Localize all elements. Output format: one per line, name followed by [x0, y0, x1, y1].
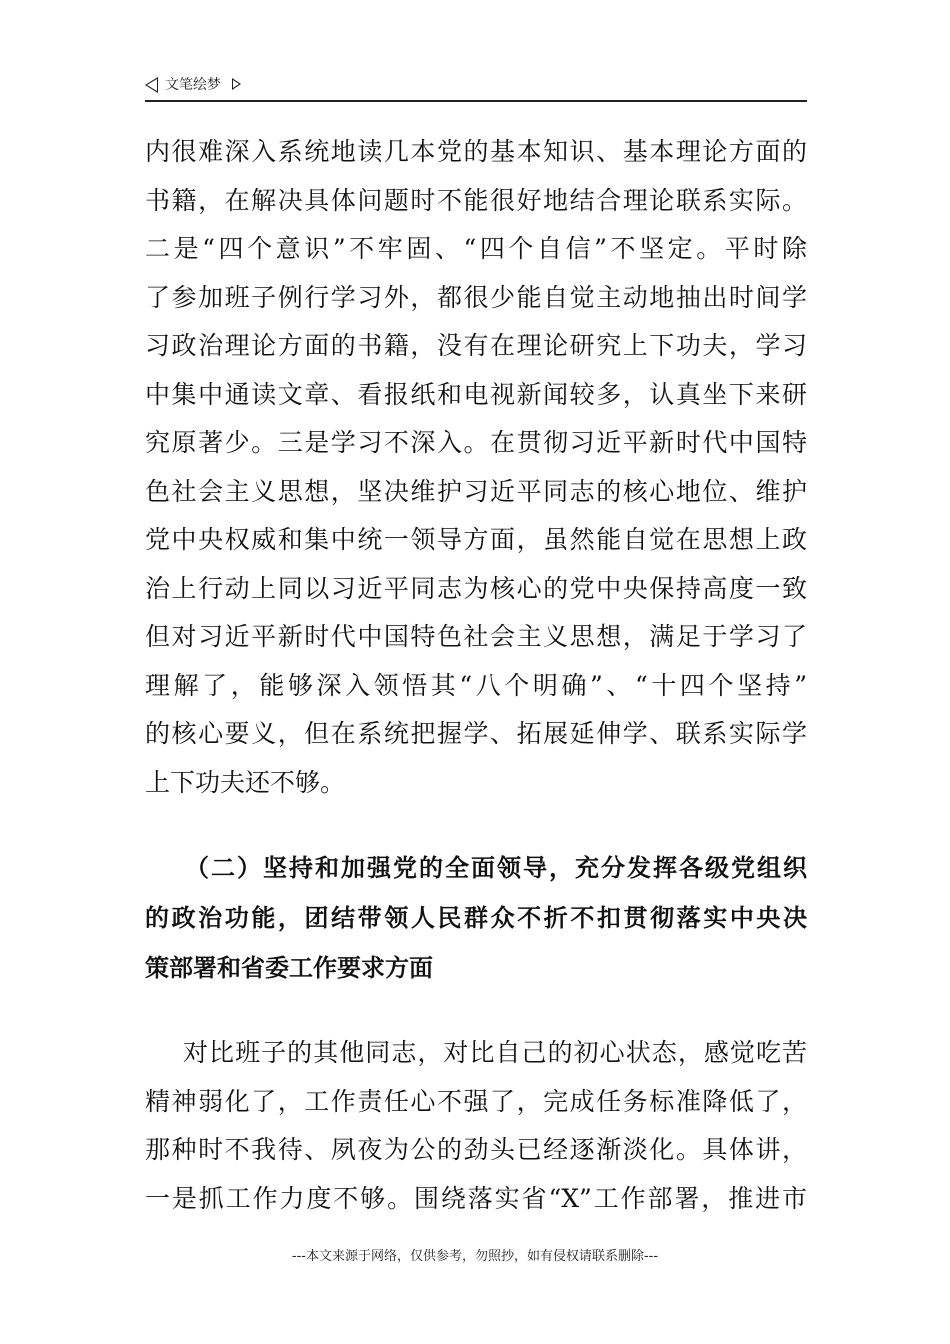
text-line: 那种时不我待、夙夜为公的劲头已经逐渐淡化。具体讲， — [145, 1135, 807, 1164]
text-line: 对比班子的其他同志，对比自己的初心状态，感觉吃苦 — [183, 1038, 807, 1067]
page-header — [145, 74, 807, 102]
text-line: 上下功夫还不够。 — [145, 767, 346, 797]
text-line: 究原著少。三是学习不深入。在贯彻习近平新时代中国特 — [145, 428, 807, 457]
text-line: 治上行动上同以习近平同志为核心的党中央保持高度一致 — [145, 573, 807, 603]
left-triangle-icon — [145, 77, 158, 93]
text-line: 习政治理论方面的书籍，没有在理论研究上下功夫，学习 — [145, 331, 807, 360]
text-line: 色社会主义思想，坚决维护习近平同志的核心地位、维护 — [145, 476, 807, 506]
paragraph-2 — [145, 1029, 807, 1223]
text-line: 党中央权威和集中统一领导方面，虽然能自觉在思想上政 — [145, 525, 807, 554]
text-line: 二是“四个意识”不牢固、“四个自信”不坚定。平时除 — [145, 234, 807, 263]
document-body — [145, 128, 807, 1223]
header-title: 文笔绘梦 — [165, 77, 221, 93]
heading-line: 策部署和省委工作要求方面 — [145, 954, 433, 982]
text-line: 内很难深入系统地读几本党的基本知识、基本理论方面的 — [145, 137, 807, 166]
text-line: 的核心要义，但在系统把握学、拓展延伸学、联系实际学 — [145, 719, 807, 748]
text-line: 了参加班子例行学习外，都很少能自觉主动地抽出时间学 — [145, 282, 807, 312]
text-line: 理解了，能够深入领悟其“八个明确”、“十四个坚持” — [145, 670, 807, 700]
text-line: 一是抓工作力度不够。围绕落实省“X”工作部署，推进市 — [145, 1183, 807, 1213]
text-line: 中集中通读文章、看报纸和电视新闻较多，认真坐下来研 — [145, 379, 807, 409]
heading-line: 的政治功能，团结带领人民群众不折不扣贯彻落实中央决 — [145, 904, 807, 932]
right-triangle-icon — [232, 78, 241, 90]
paragraph-1 — [145, 128, 807, 807]
footer-disclaimer: ---本文来源于网络，仅供参考，勿照抄，如有侵权请联系删除--- — [291, 1249, 659, 1264]
heading-line: （二）坚持和加强党的全面领导，充分发挥各级党组织 — [185, 854, 807, 882]
text-line: 书籍，在解决具体问题时不能很好地结合理论联系实际。 — [145, 185, 807, 215]
text-line: 但对习近平新时代中国特色社会主义思想，满足于学习了 — [145, 622, 807, 651]
text-line: 精神弱化了，工作责任心不强了，完成任务标准降低了， — [145, 1086, 807, 1116]
section-heading — [145, 843, 807, 993]
